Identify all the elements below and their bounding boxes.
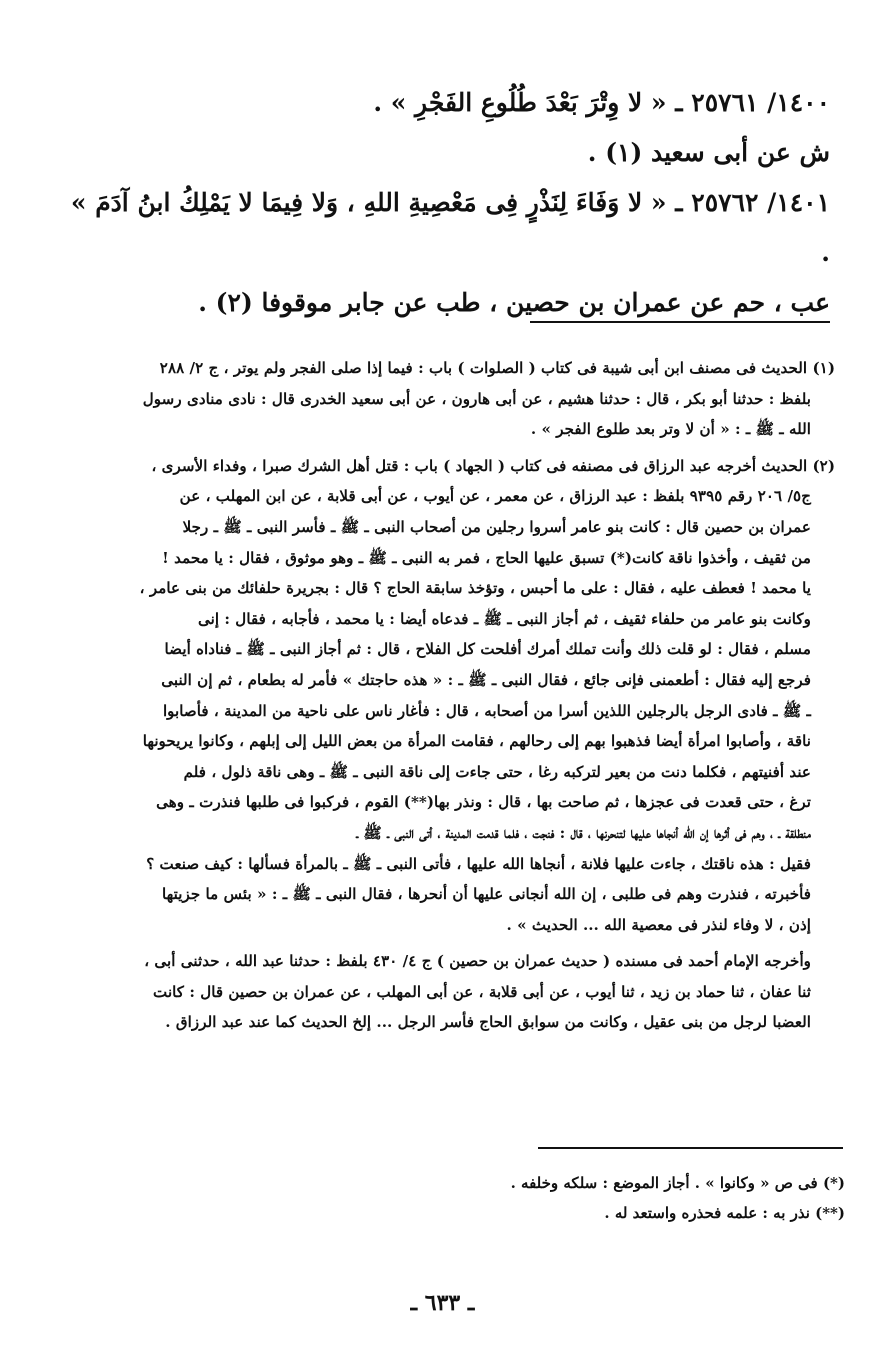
- footnote-2-line: فرجع إليه فقال : أطعمنى فإنى جائع ، فقال النبى ـ ﷺ ـ : « هذه حاجتك » فأمر له بطعام ، ثم إن النبى: [161, 670, 811, 689]
- footnote-2-line: ناقة ، وأصابوا امرأة أيضا فذهبوا بهم إلى رحالهم ، فقامت المرأة من بعض الليل إلى إبلهم ، وكانوا يريحونها: [142, 732, 811, 751]
- footnote-2-ahmad-line: ثنا عفان ، ثنا حماد بن زيد ، ثنا أيوب ، عن أبى قلابة ، عن أبى المهلب ، عن عمران بن حصين قال : كانت: [153, 982, 811, 1001]
- gloss-note: (*) فى ص « وكانوا » . أجاز الموضع : سلكه وخلفه .: [510, 1174, 845, 1192]
- footnote-2-line: عند أفنيتهم ، فكلما دنت من بعير لتركبه رغا ، حتى جاءت إلى ناقة النبى ـ ﷺ ـ وهى ناقة ذلول ، فلم: [183, 762, 811, 781]
- footnote-1-line: بلفظ : حدثنا أبو بكر ، قال : حدثنا هشيم ، عن أبى هارون ، عن أبى سعيد الخدرى قال : نادى منادى رسول: [142, 389, 811, 408]
- footnote-separator: [530, 321, 830, 323]
- footnote-2-line: مسلم ، فقال : لو قلت ذلك وأنت تملك أمرك أفلحت كل الفلاح ، قال : ثم أجاز النبى ـ ﷺ ـ فناداه أيضا: [164, 640, 811, 659]
- footnote-2-line: فقيل : هذه ناقتك ، جاءت عليها فلانة ، أنجاها الله عليها ، فأتى النبى ـ ﷺ ـ بالمرأة فسألها : كيف صنعت ؟: [146, 854, 811, 873]
- footnote-2-line: يا محمد ! فعطف عليه ، فقال : على ما أحبس ، وتؤخذ سابقة الحاج ؟ قال : بجريرة حلفائك من بنى عامر ،: [139, 579, 811, 598]
- hadith-1401-source: عب ، حم عن عمران بن حصين ، طب عن جابر موقوفا (٢) .: [198, 288, 830, 317]
- gloss-note: (**) نذر به : علمه فحذره واستعد له .: [604, 1204, 845, 1222]
- page-number: ـ ٦٣٣ ـ: [410, 1290, 475, 1316]
- hadith-1400-source: ش عن أبى سعيد (١) .: [587, 138, 830, 167]
- footnote-2-line: عمران بن حصين قال : كانت بنو عامر أسروا رجلين من أصحاب النبى ـ ﷺ ـ فأسر النبى ـ ﷺ ـ رجلا: [182, 517, 811, 536]
- footnote-2-line: إذن ، لا وفاء لنذر فى معصية الله ... الحديث » .: [506, 915, 811, 934]
- footnote-2-line: ـ ﷺ ـ فادى الرجل بالرجلين اللذين أسرا من أصحابه ، قال : فأغار ناس على ناحية من المدينة ، فأصابوا: [162, 701, 811, 720]
- footnote-2-line: ترغ ، حتى قعدت فى عجزها ، ثم صاحت بها ، قال : ونذر بها(**) القوم ، فركبوا فى طلبها فنذرت ـ وهى: [156, 793, 811, 812]
- hadith-1400: ١٤٠٠/ ٢٥٧٦١ ـ « لا وِتْرَ بَعْدَ طُلُوعِ الفَجْرِ » .: [373, 88, 830, 117]
- main-text: [60, 78, 830, 328]
- footnote-2-line: فأخبرته ، فنذرت وهم فى طلبى ، إن الله أنجانى عليها أن أنحرها ، فقال النبى ـ ﷺ ـ : « بئس ما جزيتها: [162, 885, 811, 904]
- footnote-1-line: الله ـ ﷺ ـ : « أن لا وتر بعد طلوع الفجر » .: [530, 420, 811, 439]
- footnote-1-line: (١) الحديث فى مصنف ابن أبى شيبة فى كتاب ( الصلوات ) باب : فيما إذا صلى الفجر ولم يوتر ، ج ٢/ ٢٨٨: [159, 359, 835, 377]
- gloss-separator: [538, 1147, 843, 1149]
- footnote-2-line: وكانت بنو عامر من حلفاء ثقيف ، ثم أجاز النبى ـ ﷺ ـ فدعاه أيضا : يا محمد ، فأجابه ، فقال : إنى: [198, 609, 811, 628]
- footnote-2-ahmad-line: وأخرجه الإمام أحمد فى مسنده ( حديث عمران بن حصين ) ج ٤/ ٤٣٠ بلفظ : حدثنا عبد الله ، حدثنى أبى ،: [144, 952, 811, 971]
- footnote-2-line: ج٥/ ٢٠٦ رقم ٩٣٩٥ بلفظ : عبد الرزاق ، عن معمر ، عن أيوب ، عن أبى قلابة ، عن ابن المهلب ، عن: [179, 487, 811, 506]
- footnote-2-ahmad-line: العضبا لرجل من بنى عقيل ، وكانت من سوابق الحاج فأسر الرجل ... إلخ الحديث كما عند عبد الرزاق .: [165, 1013, 811, 1032]
- glosses: [60, 1168, 845, 1228]
- hadith-1401: ١٤٠١/ ٢٥٧٦٢ ـ « لا وَفَاءَ لِنَذْرٍ فِى مَعْصِيةِ اللهِ ، وَلا فِيمَا لا يَمْلِكُ ابنُ آدَمَ » .: [70, 188, 830, 267]
- footnotes: [42, 353, 835, 1038]
- footnote-2-line: منطلقة ـ ، وهم فى أثرها إن الله أنجاها عليها لتنحرنها ، قال : فنجت ، فلما قدمت المدينة ، أتى النبى ـ ﷺ ـ: [356, 823, 811, 842]
- footnote-2-line: من ثقيف ، وأخذوا ناقة كانت(*) تسبق عليها الحاج ، فمر به النبى ـ ﷺ ـ وهو موثوق ، فقال : يا محمد !: [162, 548, 811, 567]
- footnote-2-line: (٢) الحديث أخرجه عبد الرزاق فى مصنفه فى كتاب ( الجهاد ) باب : قتل أهل الشرك صبرا ، وفداء الأسرى ،: [151, 456, 835, 475]
